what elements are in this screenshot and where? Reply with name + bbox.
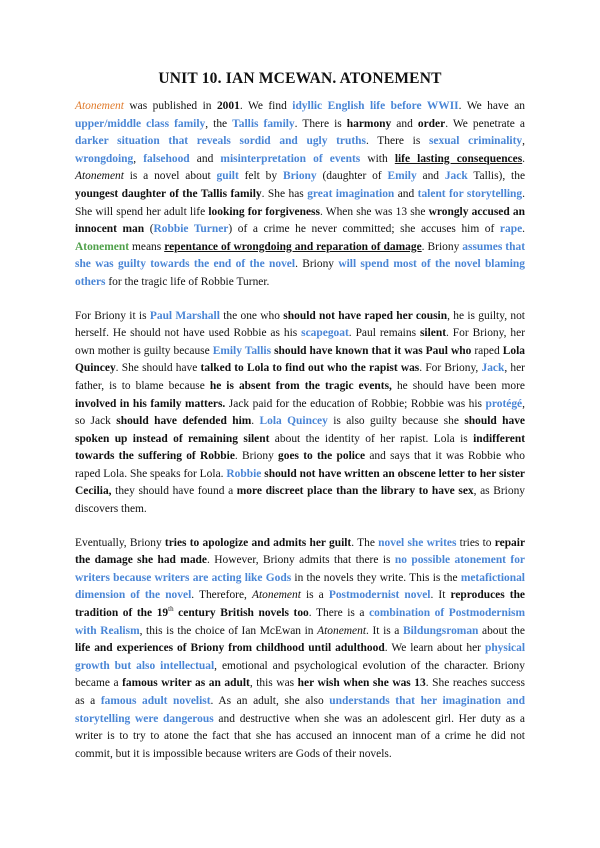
text-run: ) of a crime he never committed; she accuses him of	[228, 223, 500, 236]
text-run: . Paul remains	[348, 327, 420, 340]
text-run: .	[522, 223, 525, 236]
text-run: the one who	[219, 309, 284, 322]
text-run: . There is	[365, 135, 429, 148]
highlighted-phrase: Robbie	[226, 467, 262, 480]
highlighted-phrase: Tallis family	[232, 117, 295, 130]
highlighted-phrase: youngest daughter of the Tallis family	[75, 187, 262, 200]
highlighted-phrase: famous adult novelist	[100, 695, 211, 707]
highlighted-phrase: Jack	[444, 170, 468, 183]
text-run: , emotional and psychological evolution of the character. Briony became a	[75, 659, 525, 690]
highlighted-phrase: talent for storytelling	[417, 187, 523, 200]
text-run: and	[391, 117, 418, 130]
highlighted-phrase: should not have raped her cousin	[283, 309, 448, 322]
highlighted-phrase: repair the damage she had made	[75, 536, 526, 567]
highlighted-phrase: 2001	[216, 100, 240, 112]
text-run: , this is the choice of Ian McEwan in	[139, 624, 318, 637]
highlighted-phrase: should have spoken up instead of remaining silent	[75, 415, 526, 445]
highlighted-phrase: life lasting consequences	[394, 152, 523, 165]
text-run: felt by	[238, 170, 283, 183]
highlighted-phrase: assumes that she was guilty towards the end of the novel	[75, 240, 525, 271]
text-run: for the tragic life of Robbie Turner.	[105, 275, 270, 288]
text-run: and	[189, 152, 221, 165]
highlighted-phrase: he is absent from the tragic events,	[209, 379, 392, 392]
highlighted-phrase: Atonement	[317, 624, 367, 637]
highlighted-phrase: guilt	[216, 170, 239, 183]
text-run: tries to	[456, 536, 495, 549]
highlighted-phrase: talked to Lola to find out who the rapist was	[200, 362, 420, 375]
highlighted-phrase: darker situation that reveals sordid and ugly truths	[75, 135, 366, 148]
text-run: , her father, is to blame because	[75, 362, 525, 392]
paragraph-3	[75, 535, 525, 764]
highlighted-phrase: her wish when she was 13	[297, 677, 426, 690]
paragraph-1	[75, 98, 525, 292]
highlighted-phrase: combination of Postmodernism with Realism	[75, 607, 526, 637]
highlighted-phrase: misinterpretation of events	[220, 152, 361, 165]
highlighted-phrase: great imagination	[307, 187, 395, 200]
highlighted-phrase: Paul Marshall	[149, 309, 220, 322]
text-run: Jack paid for the education of Robbie; Robbie was his	[225, 397, 486, 410]
text-run: is also guilty because she	[327, 415, 465, 428]
text-run: . She has	[261, 187, 308, 200]
highlighted-phrase: understands that her imagination and storytelling were dangerous	[75, 695, 525, 725]
text-run: (daughter of	[316, 170, 388, 183]
highlighted-phrase: century British novels too	[173, 607, 309, 620]
text-run: and destructive when she was an adolescent girl. Her duty as a writer is to try to atone the fact that she has accused an innocent man of a crime he did not commit, but it is impossible because writers are Gods of their novels.	[75, 712, 525, 760]
highlighted-phrase: Bildungsroman	[402, 624, 479, 637]
text-run: (	[144, 223, 154, 236]
highlighted-phrase: Atonement	[75, 240, 129, 253]
text-run: , so Jack	[75, 397, 525, 428]
text-run: . There is a	[308, 607, 370, 620]
highlighted-phrase: harmony	[346, 117, 392, 130]
highlighted-phrase: Briony	[282, 170, 317, 183]
text-run: and says that it was Robbie who raped Lola. She speaks for Lola.	[75, 450, 525, 480]
text-run: . She should have	[115, 362, 201, 375]
highlighted-phrase: repentance of wrongdoing and reparation of damage	[164, 240, 422, 253]
highlighted-phrase: novel she writes	[378, 536, 457, 549]
text-run: . We penetrate a	[445, 117, 525, 130]
highlighted-phrase: metafictional dimension of the novel	[75, 571, 525, 602]
text-run: raped	[471, 344, 503, 357]
text-run: . There is	[294, 117, 347, 130]
highlighted-phrase: famous writer as an adult	[122, 677, 250, 690]
text-run: was published in	[123, 100, 217, 112]
text-run: is a	[300, 589, 329, 602]
text-run: , he is guilty, not herself. He should not have used Robbie as his	[75, 309, 525, 340]
text-run: he should have been more	[391, 379, 526, 392]
highlighted-phrase: involved in his family matters.	[75, 397, 226, 410]
text-run: Tallis), the	[467, 170, 526, 183]
text-run: about the identity of her rapist. Lola is	[269, 432, 474, 445]
paragraph-2	[75, 308, 525, 519]
text-run: . She will spend her adult life	[75, 187, 525, 218]
highlighted-phrase: scapegoat	[301, 327, 349, 340]
text-run: , the	[205, 117, 233, 130]
highlighted-phrase: life and experiences of Briony from childhood until adulthood	[75, 642, 385, 655]
text-run: means	[129, 240, 165, 253]
highlighted-phrase: Emily Tallis	[212, 344, 272, 357]
highlighted-phrase: th	[168, 605, 174, 614]
text-run: . When she was 13 she	[319, 205, 429, 218]
highlighted-phrase: Atonement	[251, 589, 301, 602]
text-run: about the	[478, 624, 525, 637]
highlighted-phrase: wrongdoing	[75, 152, 134, 165]
text-run: . Briony	[421, 240, 463, 253]
text-run: , as Briony discovers them.	[75, 485, 526, 516]
highlighted-phrase: Jack	[481, 362, 505, 375]
text-run: . Therefore,	[191, 589, 252, 602]
highlighted-phrase: sexual criminality	[428, 135, 523, 148]
highlighted-phrase: looking for forgiveness	[208, 205, 320, 218]
highlighted-phrase: order	[417, 117, 446, 130]
text-run: they should have found a	[111, 485, 237, 498]
text-run: . It	[430, 589, 451, 602]
document-body	[75, 98, 525, 763]
text-run: . For Briony, her own mother is guilty because	[75, 327, 525, 357]
text-run: ,	[133, 152, 144, 165]
text-run: .	[251, 415, 260, 428]
highlighted-phrase: upper/middle class family	[75, 117, 206, 130]
text-run: . We learn about her	[384, 642, 485, 655]
text-run: with	[360, 152, 395, 165]
highlighted-phrase: falsehood	[143, 152, 190, 165]
text-run: . Briony	[234, 450, 279, 463]
text-run: in the novels they write. This is the	[291, 571, 461, 584]
highlighted-phrase: Lola Quincey	[75, 344, 525, 375]
highlighted-phrase: reproduces the tradition of the 19	[75, 589, 526, 620]
highlighted-phrase: will spend most of the novel blaming others	[75, 258, 525, 288]
text-run: is a novel about	[123, 170, 217, 183]
highlighted-phrase: indifferent towards the suffering of Robbie	[75, 432, 525, 463]
highlighted-phrase: rape	[499, 223, 523, 236]
text-run: . However, Briony admits that there is	[206, 554, 395, 567]
highlighted-phrase: should not have written an obscene letter to her sister Cecilia,	[75, 467, 525, 498]
highlighted-phrase: Atonement	[75, 100, 124, 112]
highlighted-phrase: should have defended him	[116, 415, 252, 428]
page-title: UNIT 10. IAN MCEWAN. ATONEMENT	[158, 70, 442, 87]
highlighted-phrase: Lola Quincey	[259, 415, 328, 428]
highlighted-phrase: Emily	[387, 170, 417, 183]
highlighted-phrase: Robbie Turner	[153, 223, 229, 236]
highlighted-phrase: protégé	[485, 397, 523, 410]
text-run: . We have an	[458, 100, 525, 112]
text-run: . She reaches success as a	[75, 677, 525, 707]
text-run: . Briony	[295, 258, 339, 271]
text-run: .	[522, 152, 526, 165]
highlighted-phrase: silent	[419, 327, 447, 340]
text-run: . The	[351, 536, 379, 549]
text-run: ,	[522, 135, 525, 148]
text-run: and	[416, 170, 445, 183]
text-run: and	[394, 187, 418, 200]
text-run: . We find	[239, 100, 293, 112]
highlighted-phrase: physical growth but also intellectual	[75, 642, 525, 672]
highlighted-phrase: goes to the police	[278, 450, 366, 463]
highlighted-phrase: idyllic English life before WWII	[292, 100, 459, 112]
highlighted-phrase: wrongly accused an innocent man	[75, 205, 525, 236]
highlighted-phrase: more discreet place than the library to have sex	[236, 485, 474, 498]
text-run: For Briony it is	[75, 309, 150, 322]
text-run: . As an adult, she also	[210, 695, 330, 707]
highlighted-phrase: should have known that it was Paul who	[274, 344, 472, 357]
text-run: Eventually, Briony	[75, 536, 165, 549]
highlighted-phrase: Postmodernist novel	[328, 589, 431, 602]
text-run: . For Briony,	[419, 362, 482, 375]
text-run: , this was	[249, 677, 298, 690]
highlighted-phrase: Atonement	[75, 170, 124, 183]
highlighted-phrase: no possible atonement for writers because writers are acting like Gods	[75, 554, 525, 584]
text-run: . It is a	[366, 624, 403, 637]
highlighted-phrase: tries to apologize and admits her guilt	[164, 536, 352, 549]
